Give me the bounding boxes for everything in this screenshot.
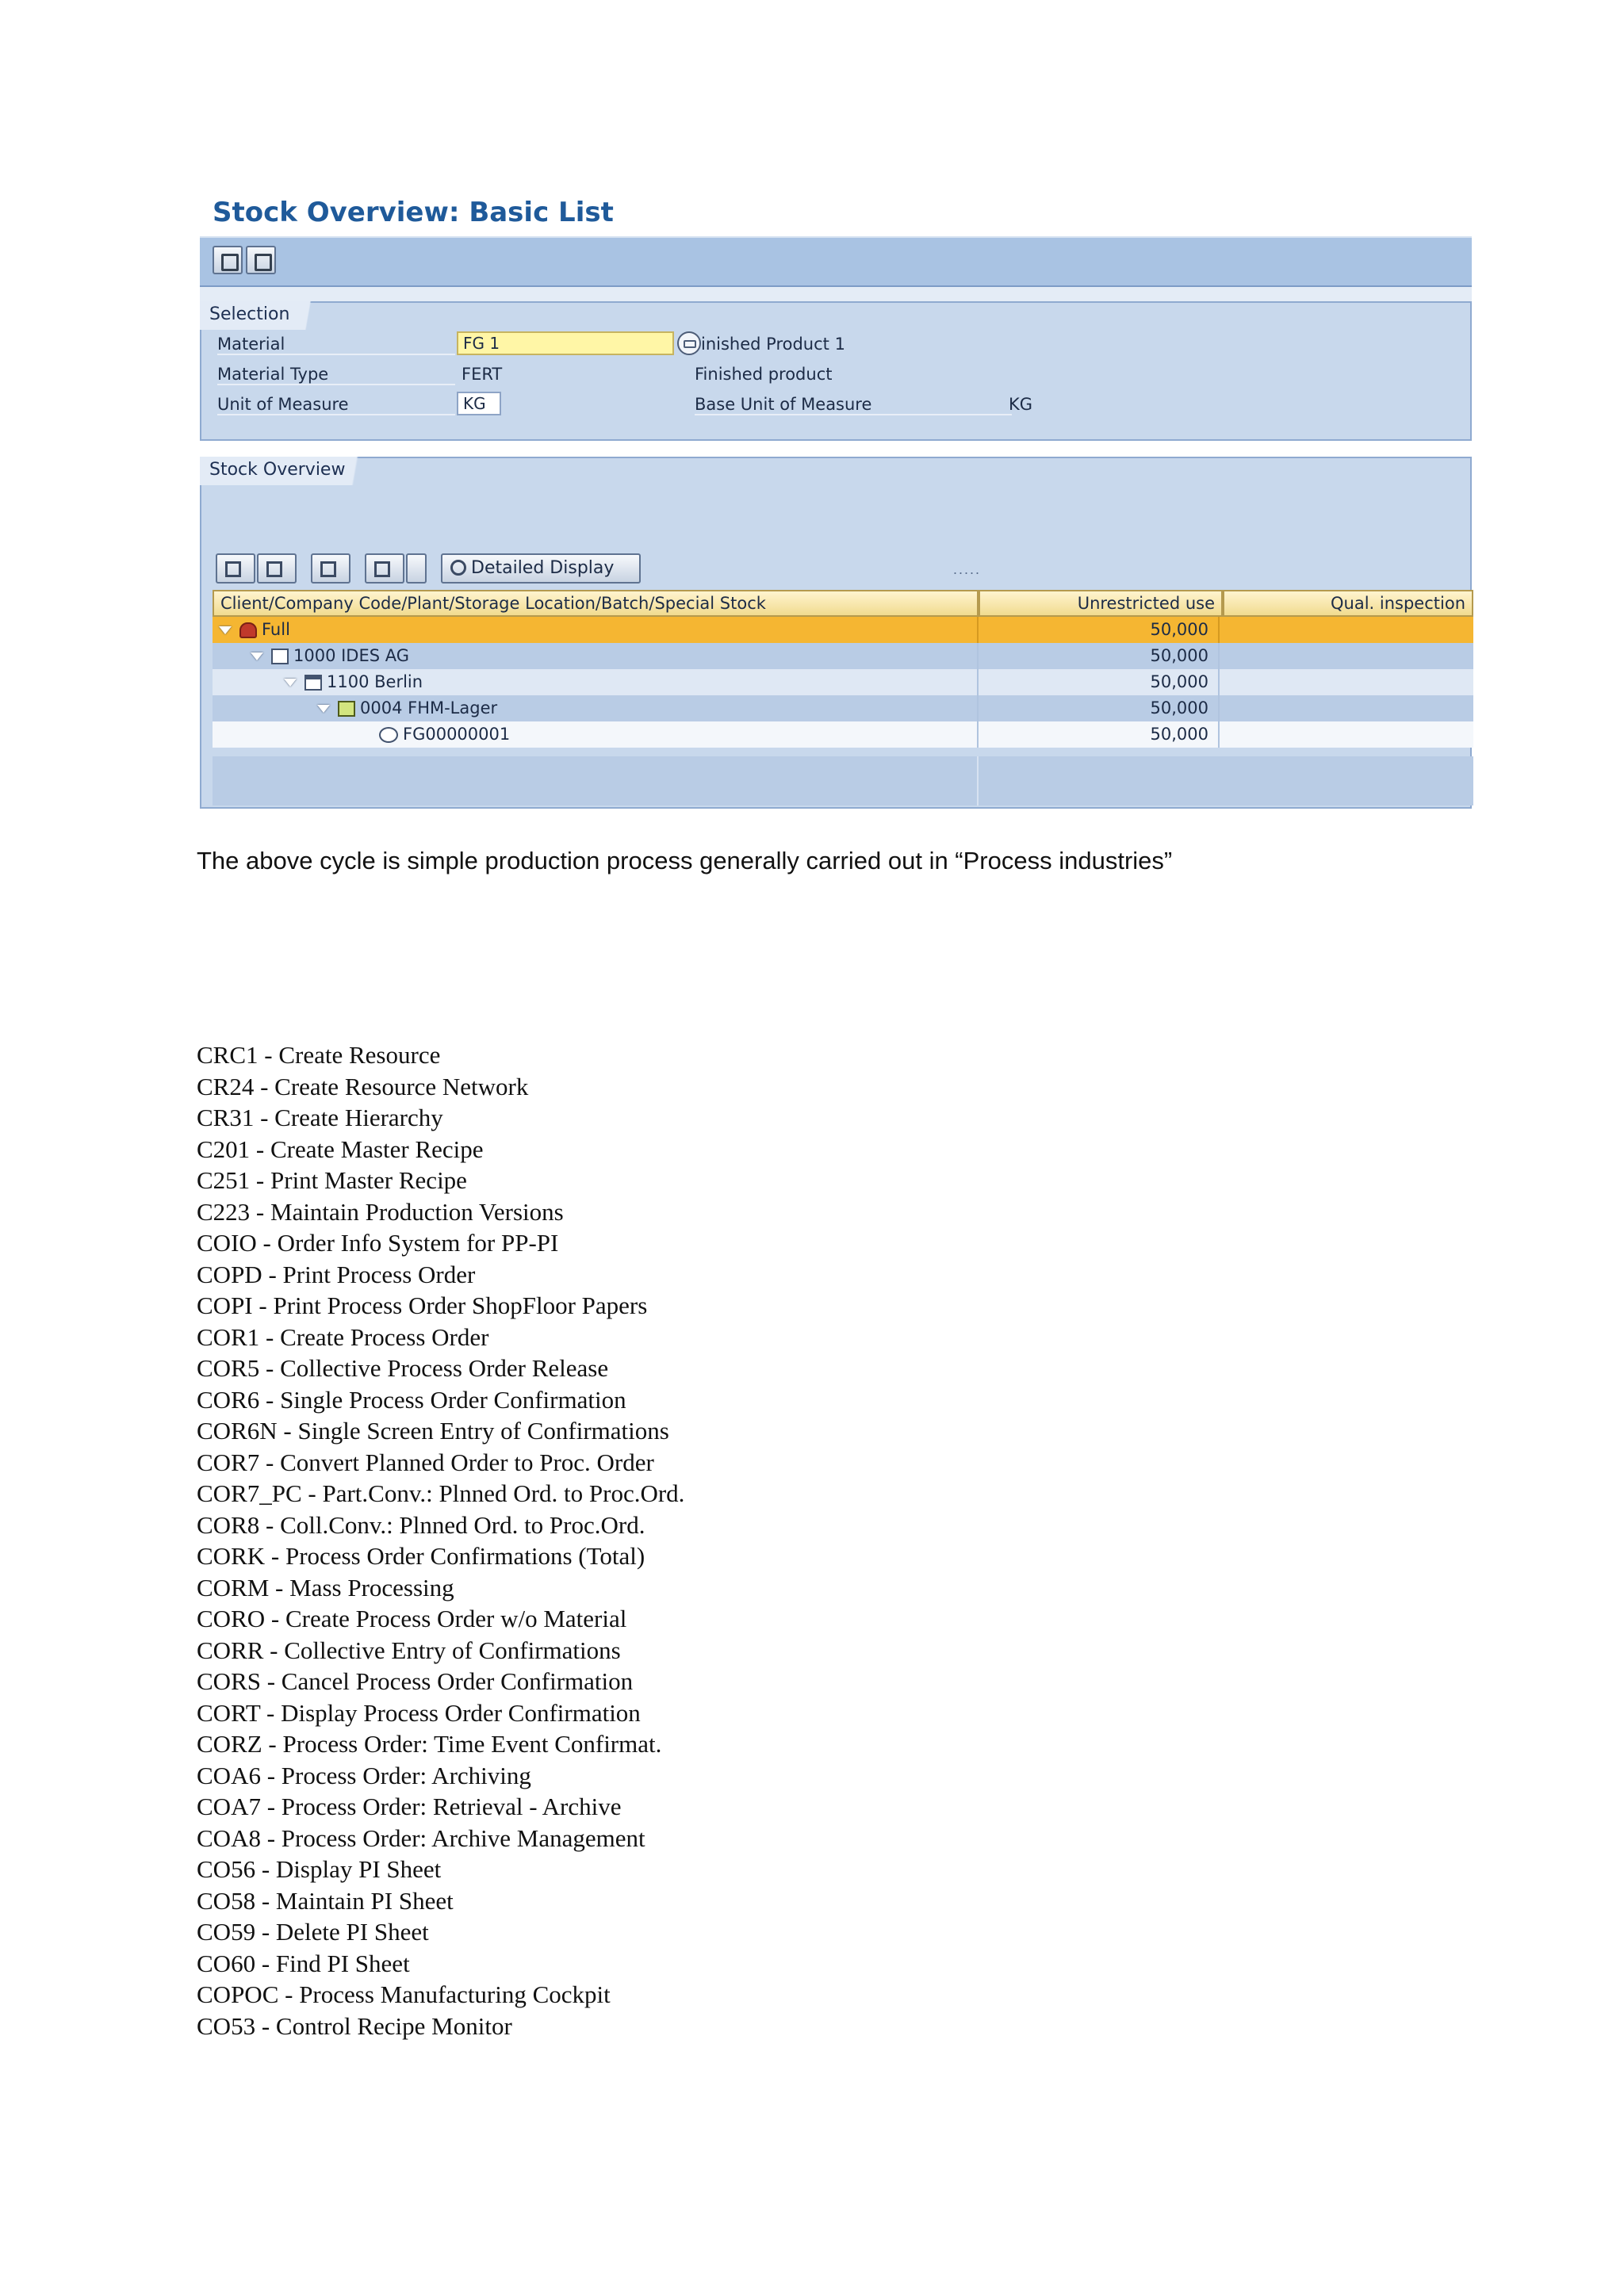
splitter-handle[interactable]: ..... (953, 561, 982, 577)
tcode-list-item: C201 - Create Master Recipe (197, 1135, 484, 1163)
plant-icon (304, 675, 322, 691)
tcode-list-item: COPOC - Process Manufacturing Cockpit (197, 1980, 611, 2008)
collapse-triangle-icon[interactable] (219, 626, 232, 634)
column-header-qual-inspection[interactable]: Qual. inspection (1223, 590, 1473, 617)
tcode-list-item: C251 - Print Master Recipe (197, 1166, 467, 1194)
collapse-all-icon[interactable] (257, 553, 297, 584)
toolbar-display-icon[interactable] (213, 246, 243, 274)
material-type-description: Finished product (695, 365, 833, 384)
base-unit-of-measure-label: Base Unit of Measure (695, 395, 1012, 415)
tree-row-batch[interactable]: FG00000001 50,000 (213, 721, 1473, 748)
base-unit-of-measure-value: KG (1009, 395, 1033, 414)
print-icon[interactable] (365, 553, 404, 584)
tcode-list-item: COR7 - Convert Planned Order to Proc. Order (197, 1448, 654, 1476)
tcode-list-item: COR6 - Single Process Order Confirmation (197, 1385, 626, 1414)
magnifier-icon (450, 560, 466, 576)
grid-empty-area (213, 756, 1473, 806)
column-header-unrestricted-use[interactable]: Unrestricted use (979, 590, 1223, 617)
sap-stock-overview-screenshot (200, 190, 1472, 809)
tcode-list-item: CR31 - Create Hierarchy (197, 1104, 443, 1131)
tcode-list-item: CORO - Create Process Order w/o Material (197, 1605, 627, 1632)
tcode-list-item: CO56 - Display PI Sheet (197, 1855, 442, 1883)
tcode-list-item: COR1 - Create Process Order (197, 1322, 489, 1351)
sap-application-toolbar (200, 236, 1472, 287)
tcode-list-item: CORT - Display Process Order Confirmation (197, 1698, 641, 1727)
caption-paragraph: The above cycle is simple production process generally carried out in “Process industries” (197, 847, 1173, 874)
tcode-list-item: COPI - Print Process Order ShopFloor Papers (197, 1292, 648, 1319)
tcode-list-item: COA8 - Process Order: Archive Management (197, 1823, 645, 1852)
tcode-list-item: CR24 - Create Resource Network (197, 1072, 529, 1100)
tcode-list-item: COA7 - Process Order: Retrieval - Archive (197, 1793, 622, 1820)
detailed-display-button[interactable]: Detailed Display (441, 553, 641, 584)
column-header-hierarchy[interactable]: Client/Company Code/Plant/Storage Location/Batch/Special Stock (213, 590, 979, 617)
tree-row-company-code[interactable]: 1000 IDES AG 50,000 (213, 643, 1473, 669)
company-code-icon (271, 649, 289, 664)
unit-of-measure-label: Unit of Measure (217, 395, 455, 415)
tcode-list-item: CO53 - Control Recipe Monitor (197, 2011, 512, 2040)
transaction-code-list (197, 1039, 684, 2042)
collapse-triangle-icon[interactable] (251, 652, 263, 660)
material-description: inished Product 1 (701, 335, 845, 354)
tree-row-plant[interactable]: 1100 Berlin 50,000 (213, 669, 1473, 695)
tcode-list-item: COIO - Order Info System for PP-PI (197, 1229, 559, 1257)
print-dropdown-icon[interactable] (406, 553, 427, 584)
tree-row-client[interactable]: Full 50,000 (213, 617, 1473, 643)
material-type-label: Material Type (217, 365, 455, 385)
tcode-list-item: CORS - Cancel Process Order Confirmation (197, 1667, 634, 1695)
selection-group (200, 301, 1472, 441)
client-icon (239, 622, 257, 638)
collapse-triangle-icon[interactable] (317, 705, 330, 713)
collapse-triangle-icon[interactable] (284, 679, 297, 687)
unit-of-measure-input[interactable]: KG (457, 392, 501, 415)
tcode-list-item: CRC1 - Create Resource (197, 1041, 441, 1069)
tree-row-storage-location[interactable]: 0004 FHM-Lager 50,000 (213, 695, 1473, 721)
sap-screen-title: Stock Overview: Basic List (213, 197, 614, 228)
tcode-list-item: COR5 - Collective Process Order Release (197, 1354, 609, 1382)
tcode-list-item: C223 - Maintain Production Versions (197, 1197, 564, 1226)
tcode-list-item: COPD - Print Process Order (197, 1260, 476, 1288)
tcode-list-item: COA6 - Process Order: Archiving (197, 1761, 531, 1789)
material-input[interactable]: FG 1 (457, 331, 674, 355)
tcode-list-item: COR6N - Single Screen Entry of Confirmations (197, 1417, 669, 1445)
tcode-list-item: CO59 - Delete PI Sheet (197, 1918, 429, 1946)
tcode-list-item: CO60 - Find PI Sheet (197, 1949, 410, 1977)
material-type-value: FERT (462, 365, 503, 384)
search-help-icon[interactable] (677, 331, 701, 355)
tcode-list-item: CORR - Collective Entry of Confirmations (197, 1636, 621, 1664)
tcode-list-item: COR7_PC - Part.Conv.: Plnned Ord. to Proc.Ord. (197, 1479, 685, 1507)
stock-overview-group-label: Stock Overview (200, 457, 381, 485)
expand-all-icon[interactable] (216, 553, 255, 584)
storage-location-icon (338, 701, 355, 717)
selection-group-label: Selection (200, 301, 326, 330)
tcode-list-item: CORK - Process Order Confirmations (Total) (197, 1542, 645, 1570)
tcode-list-item: CO58 - Maintain PI Sheet (197, 1886, 454, 1915)
material-label: Material (217, 335, 455, 355)
toolbar-refresh-icon[interactable] (246, 246, 276, 274)
find-icon[interactable] (311, 553, 350, 584)
tcode-list-item: CORZ - Process Order: Time Event Confirmat. (197, 1730, 662, 1758)
tcode-list-item: COR8 - Coll.Conv.: Plnned Ord. to Proc.Ord. (197, 1510, 645, 1539)
batch-icon (379, 727, 398, 743)
stock-overview-group (200, 457, 1472, 809)
tcode-list-item: CORM - Mass Processing (197, 1573, 454, 1601)
